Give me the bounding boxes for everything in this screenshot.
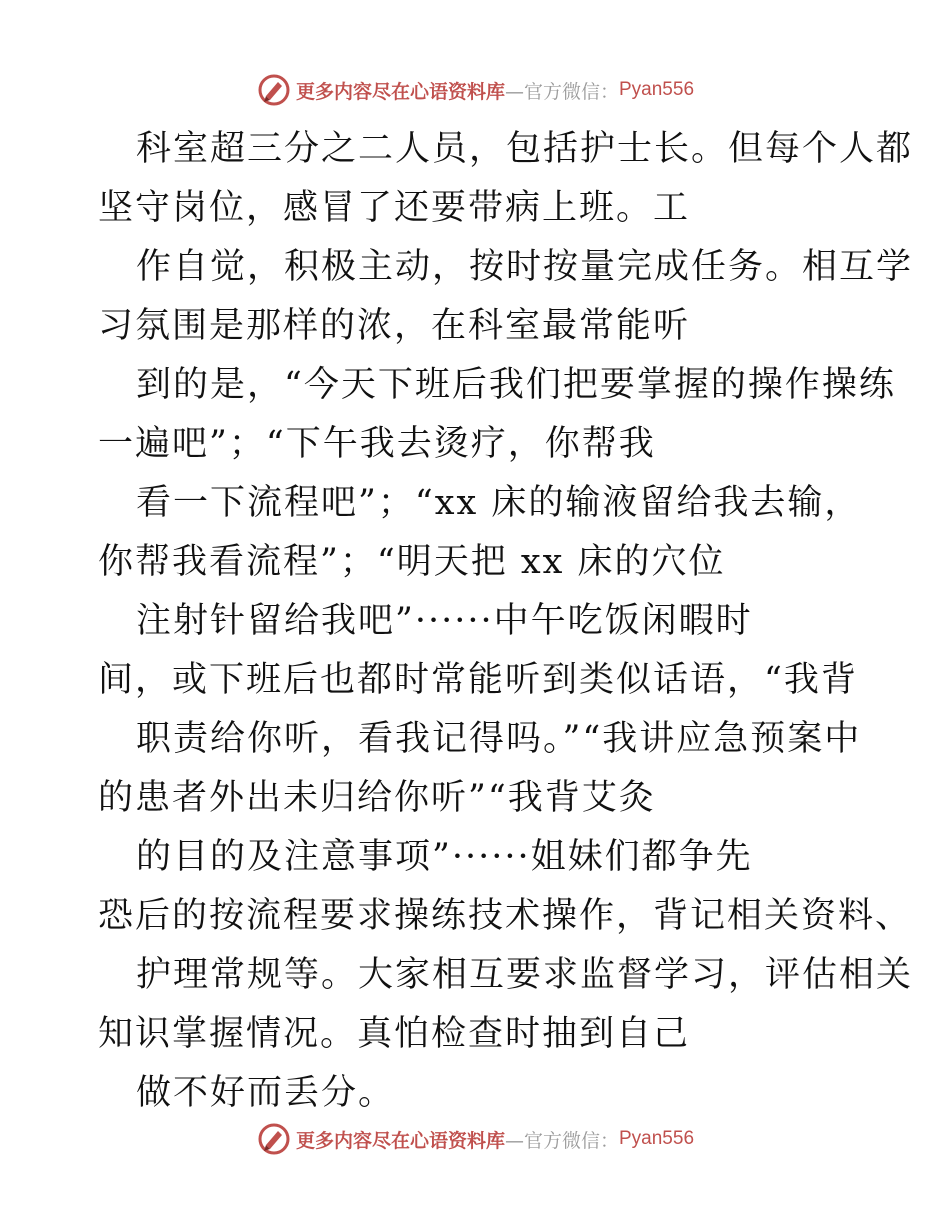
text-line: 到的是，“今天下班后我们把要掌握的操作操练 (136, 365, 896, 405)
pen-logo-icon (256, 72, 292, 108)
paragraph (98, 946, 914, 1064)
text-line: 知识掌握情况。真怕检查时抽到自己 (98, 1014, 691, 1054)
text-line: 科室超三分之二人员，包括护士长。但每个人都 (136, 129, 914, 169)
header-watermark (0, 68, 950, 112)
paragraph (98, 710, 862, 828)
text-line: 坚守岗位，感冒了还要带病上班。工 (98, 188, 691, 228)
text-line: 一遍吧”；“下午我去烫疗，你帮我 (98, 424, 656, 464)
text-line: 做不好而丢分。 (136, 1073, 396, 1113)
text-line: 间，或下班后也都时常能听到类似话语，“我背 (98, 660, 858, 700)
watermark-id-text: Pyan556 (619, 79, 695, 100)
paragraph (98, 474, 862, 592)
pen-logo-icon (256, 1121, 292, 1157)
watermark-main-text: 更多内容尽在心语资料库 (295, 80, 505, 103)
paragraph (98, 356, 896, 474)
watermark-id-text: Pyan556 (619, 1128, 695, 1149)
text-line: 的目的及注意事项”······姐妹们都争先 (136, 837, 753, 877)
text-line: 作自觉，积极主动，按时按量完成任务。相互学 (136, 247, 914, 287)
watermark-sub-text: —官方微信： (504, 80, 619, 103)
footer-watermark (0, 1117, 950, 1161)
paragraph (98, 238, 914, 356)
text-line: 恐后的按流程要求操练技术操作，背记相关资料、 (98, 896, 913, 936)
text-line: 的患者外出未归给你听”“我背艾灸 (98, 778, 656, 818)
text-line: 职责给你听，看我记得吗。”“我讲应急预案中 (136, 719, 862, 759)
text-line: 看一下流程吧”；“xx 床的输液留给我去输， (136, 483, 862, 523)
watermark-sub-text: —官方微信： (504, 1129, 619, 1152)
paragraph (98, 828, 913, 946)
watermark-main-text: 更多内容尽在心语资料库 (295, 1129, 505, 1152)
text-line: 你帮我看流程”；“明天把 xx 床的穴位 (98, 542, 726, 582)
text-line: 习氛围是那样的浓，在科室最常能听 (98, 306, 691, 346)
document-body (98, 120, 914, 1123)
paragraph (98, 1064, 858, 1123)
paragraph (98, 120, 914, 238)
text-line: 护理常规等。大家相互要求监督学习，评估相关 (136, 955, 914, 995)
paragraph (98, 592, 858, 710)
text-line: 注射针留给我吧”······中午吃饭闲暇时 (136, 601, 753, 641)
